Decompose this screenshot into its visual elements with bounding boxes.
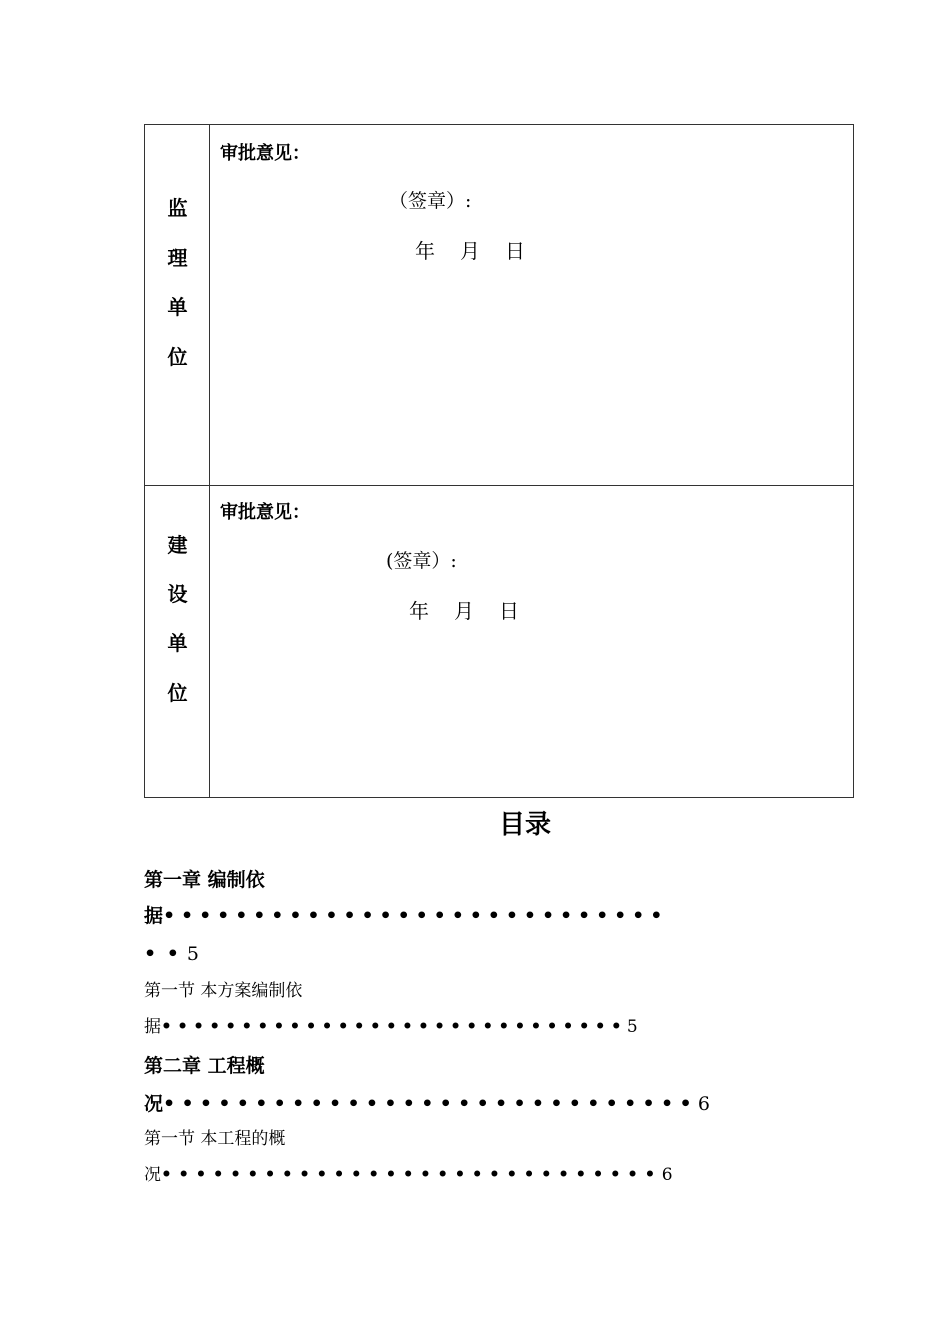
toc-entry-page-line[interactable] xyxy=(144,942,199,966)
toc-entry-chapter[interactable] xyxy=(144,868,265,892)
toc-entry-text: 第一节 本工程的概 xyxy=(144,1129,286,1149)
toc-page-number: 5 xyxy=(626,1017,638,1037)
unit-char: 位 xyxy=(167,681,188,705)
toc-page-number: 6 xyxy=(661,1165,673,1185)
date-line xyxy=(409,599,519,623)
opinion-label: 审批意见： xyxy=(220,502,310,523)
date-year: 年 xyxy=(415,239,435,263)
date-day: 日 xyxy=(505,239,525,263)
unit-char: 单 xyxy=(167,295,188,319)
opinion-label: 审批意见： xyxy=(220,143,310,164)
construction-unit-row xyxy=(145,486,853,797)
toc-entry-text: 第一章 编制依 xyxy=(144,869,265,891)
toc-dot-leader: • • xyxy=(144,943,181,965)
unit-char: 单 xyxy=(167,631,188,655)
toc-entry-chapter-cont[interactable] xyxy=(144,1092,710,1116)
toc-entry-text: 据 xyxy=(144,905,164,927)
unit-char: 监 xyxy=(167,196,188,220)
toc-page-number: 6 xyxy=(697,1093,710,1115)
toc-entry-chapter[interactable] xyxy=(144,1054,265,1078)
signature-label: (签章）: xyxy=(386,550,457,572)
toc-dot-leader: ••••••••••••••••••••••••••••• xyxy=(163,1093,698,1115)
toc-entry-text: 况 xyxy=(144,1093,164,1115)
signature-label: （签章）: xyxy=(389,190,472,212)
toc-entry-text: 第二章 工程概 xyxy=(144,1055,265,1077)
toc-dot-leader: ••••••••••••••••••••••••••••• xyxy=(161,1017,627,1037)
toc-entry-section-cont[interactable] xyxy=(144,1016,638,1038)
construction-opinion-cell[interactable] xyxy=(210,486,853,797)
date-year: 年 xyxy=(409,599,429,623)
toc-entry-section[interactable] xyxy=(144,980,302,1002)
toc-entry-section[interactable] xyxy=(144,1128,285,1150)
toc-page-number: 5 xyxy=(186,943,199,965)
unit-char: 理 xyxy=(167,246,188,270)
approval-table xyxy=(144,124,854,798)
toc-title: 目录 xyxy=(498,810,551,840)
unit-char: 位 xyxy=(167,345,188,369)
toc-entry-section-cont[interactable] xyxy=(144,1164,673,1186)
unit-char: 建 xyxy=(167,533,188,557)
supervision-opinion-cell[interactable] xyxy=(210,125,853,485)
toc-entry-text: 第一节 本方案编制依 xyxy=(144,981,303,1001)
date-day: 日 xyxy=(499,599,519,623)
supervision-unit-row xyxy=(145,125,853,486)
supervision-unit-label-cell xyxy=(145,125,210,485)
date-month: 月 xyxy=(460,239,480,263)
unit-char: 设 xyxy=(167,582,188,606)
toc-entry-chapter-cont[interactable] xyxy=(144,904,668,928)
date-line xyxy=(415,239,525,263)
toc-dot-leader: •••••••••••••••••••••••••••• xyxy=(163,905,669,927)
date-month: 月 xyxy=(454,599,474,623)
toc-dot-leader: ••••••••••••••••••••••••••••• xyxy=(161,1165,662,1185)
toc-entry-text: 况 xyxy=(144,1165,161,1185)
toc-entry-text: 据 xyxy=(144,1017,161,1037)
construction-unit-label-cell xyxy=(145,486,210,797)
